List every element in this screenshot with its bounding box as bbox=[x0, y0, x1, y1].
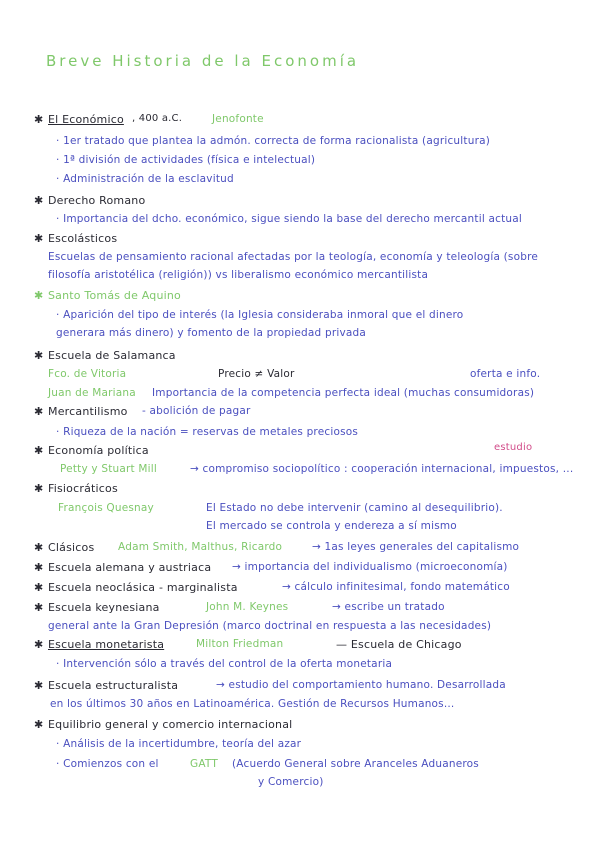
section-heading: Escuela estructuralista bbox=[48, 679, 179, 692]
bullet-star-icon: ✱ bbox=[34, 232, 44, 245]
note-line: filosofía aristotélica (religión)) vs liberalismo económico mercantilista bbox=[48, 269, 429, 281]
section-heading: El Económico bbox=[48, 113, 124, 126]
section-heading: Derecho Romano bbox=[48, 194, 146, 207]
section-heading: Clásicos bbox=[48, 541, 95, 554]
section-heading: Equilibrio general y comercio internacional bbox=[48, 718, 293, 731]
bullet-star-icon: ✱ bbox=[34, 444, 44, 457]
bullet-star-icon: ✱ bbox=[34, 581, 44, 594]
author-name: Adam Smith, Malthus, Ricardo bbox=[118, 541, 283, 553]
section-date: , 400 a.C. bbox=[132, 113, 183, 124]
margin-note: estudio bbox=[494, 442, 533, 453]
concept-note: oferta e info. bbox=[470, 368, 541, 380]
note-line: El Estado no debe intervenir (camino al desequilibrio). bbox=[206, 502, 503, 514]
note-line: · 1er tratado que plantea la admón. correcta de forma racionalista (agricultura) bbox=[56, 135, 491, 147]
section-author: Jenofonte bbox=[212, 113, 264, 125]
bullet-star-icon: ✱ bbox=[34, 541, 44, 554]
note-line: · Aparición del tipo de interés (la Iglesia consideraba inmoral que el dinero bbox=[56, 309, 464, 321]
section-heading: Economía política bbox=[48, 444, 149, 457]
section-heading: Fisiocráticos bbox=[48, 482, 118, 495]
section-extra: - abolición de pagar bbox=[142, 405, 251, 417]
author-name: Juan de Mariana bbox=[48, 387, 136, 399]
section-heading: Escolásticos bbox=[48, 232, 118, 245]
note-line: → importancia del individualismo (microeconomía) bbox=[232, 561, 508, 573]
section-heading: Santo Tomás de Aquino bbox=[48, 289, 181, 302]
concept-note: Precio ≠ Valor bbox=[218, 368, 295, 380]
bullet-star-icon: ✱ bbox=[34, 638, 44, 651]
author-name: Petty y Stuart Mill bbox=[60, 463, 158, 475]
bullet-star-icon: ✱ bbox=[34, 289, 44, 302]
note-line: Importancia de la competencia perfecta ideal (muchas consumidoras) bbox=[152, 387, 535, 399]
section-extra: — Escuela de Chicago bbox=[336, 638, 462, 651]
note-line: → cálculo infinitesimal, fondo matemático bbox=[282, 581, 510, 593]
note-line: → estudio del comportamiento humano. Desarrollada bbox=[216, 679, 506, 691]
bullet-star-icon: ✱ bbox=[34, 718, 44, 731]
note-line: en los últimos 30 años en Latinoamérica. Gestión de Recursos Humanos... bbox=[50, 698, 455, 710]
bullet-star-icon: ✱ bbox=[34, 679, 44, 692]
note-line: → compromiso sociopolítico : cooperación internacional, impuestos, ... bbox=[190, 463, 574, 475]
note-line: (Acuerdo General sobre Aranceles Aduaneros bbox=[232, 758, 479, 770]
note-line: · Importancia del dcho. económico, sigue siendo la base del derecho mercantil actual bbox=[56, 213, 523, 225]
author-name: François Quesnay bbox=[58, 502, 154, 514]
section-heading: Escuela keynesiana bbox=[48, 601, 160, 614]
section-heading: Escuela monetarista bbox=[48, 638, 165, 651]
note-line: · Administración de la esclavitud bbox=[56, 173, 234, 185]
bullet-star-icon: ✱ bbox=[34, 349, 44, 362]
bullet-star-icon: ✱ bbox=[34, 113, 44, 126]
section-heading: Escuela alemana y austriaca bbox=[48, 561, 212, 574]
note-line: y Comercio) bbox=[258, 776, 324, 788]
section-heading: Mercantilismo bbox=[48, 405, 128, 418]
note-line: Escuelas de pensamiento racional afectadas por la teología, economía y teleología (sobre bbox=[48, 251, 539, 263]
author-name: Fco. de Vitoria bbox=[48, 368, 127, 380]
note-line: generara más dinero) y fomento de la propiedad privada bbox=[56, 327, 367, 339]
section-heading: Escuela de Salamanca bbox=[48, 349, 176, 362]
note-line: · Intervención sólo a través del control de la oferta monetaria bbox=[56, 658, 393, 670]
gatt-label: GATT bbox=[190, 758, 218, 770]
author-name: John M. Keynes bbox=[206, 601, 289, 613]
note-line: · Riqueza de la nación = reservas de metales preciosos bbox=[56, 426, 359, 438]
page-title: Breve Historia de la Economía bbox=[46, 52, 360, 70]
note-line: · 1ª división de actividades (física e intelectual) bbox=[56, 154, 316, 166]
bullet-star-icon: ✱ bbox=[34, 561, 44, 574]
note-line: El mercado se controla y endereza a sí mismo bbox=[206, 520, 457, 532]
note-line: → escribe un tratado bbox=[332, 601, 445, 613]
note-line: · Comienzos con el bbox=[56, 758, 159, 770]
note-line: → 1as leyes generales del capitalismo bbox=[312, 541, 520, 553]
bullet-star-icon: ✱ bbox=[34, 194, 44, 207]
author-name: Milton Friedman bbox=[196, 638, 284, 650]
note-line: general ante la Gran Depresión (marco doctrinal en respuesta a las necesidades) bbox=[48, 620, 492, 632]
section-heading: Escuela neoclásica - marginalista bbox=[48, 581, 238, 594]
bullet-star-icon: ✱ bbox=[34, 405, 44, 418]
bullet-star-icon: ✱ bbox=[34, 482, 44, 495]
bullet-star-icon: ✱ bbox=[34, 601, 44, 614]
note-line: · Análisis de la incertidumbre, teoría del azar bbox=[56, 738, 302, 750]
